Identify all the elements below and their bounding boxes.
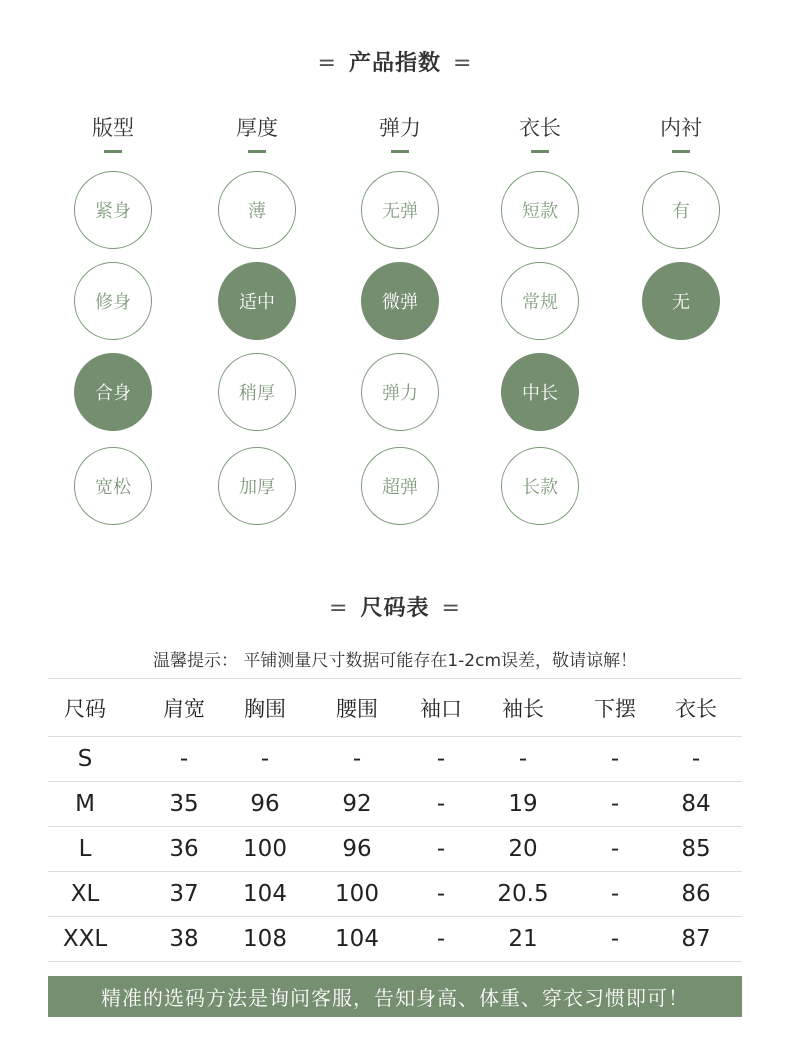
measurement-cell: - xyxy=(436,791,446,817)
size-advice-banner: 精准的选码方法是询问客服，告知身高、体重、穿衣习惯即可！ xyxy=(48,976,742,1017)
measurement-cell: 38 xyxy=(169,926,199,952)
heading-underline xyxy=(672,150,690,153)
heading-underline xyxy=(531,150,549,153)
option-circle: 薄 xyxy=(218,171,296,249)
option-circle-selected: 无 xyxy=(642,262,720,340)
option-circle-selected: 中长 xyxy=(501,353,579,431)
measurement-cell: 85 xyxy=(681,836,711,862)
column-header: 下摆 xyxy=(594,696,636,721)
measurement-cell: 19 xyxy=(508,791,538,817)
attribute-column xyxy=(43,112,183,153)
column-header: 胸围 xyxy=(244,696,286,721)
attribute-heading: 版型 xyxy=(92,116,134,140)
measurement-cell: 104 xyxy=(243,881,287,907)
measurement-cell: 20 xyxy=(508,836,538,862)
measurement-cell: 86 xyxy=(681,881,711,907)
option-circle: 修身 xyxy=(74,262,152,340)
title-decor-right: = xyxy=(453,51,473,76)
size-label-cell: XXL xyxy=(62,926,108,952)
measurement-cell: 108 xyxy=(243,926,287,952)
option-circle-selected: 适中 xyxy=(218,262,296,340)
option-circle: 超弹 xyxy=(361,447,439,525)
option-circle: 加厚 xyxy=(218,447,296,525)
option-circle: 稍厚 xyxy=(218,353,296,431)
title-decor-left: = xyxy=(317,51,337,76)
attribute-heading: 内衬 xyxy=(660,116,702,140)
measurement-cell: 87 xyxy=(681,926,711,952)
measurement-cell: - xyxy=(352,746,362,772)
option-circle: 无弹 xyxy=(361,171,439,249)
option-circle: 短款 xyxy=(501,171,579,249)
size-chart-title xyxy=(0,591,790,622)
attribute-column xyxy=(330,112,470,153)
measurement-cell: 96 xyxy=(250,791,280,817)
title-decor-left: = xyxy=(329,596,349,621)
heading-underline xyxy=(391,150,409,153)
option-circle-selected: 合身 xyxy=(74,353,152,431)
size-table xyxy=(48,678,742,962)
measurement-cell: - xyxy=(436,881,446,907)
attribute-column xyxy=(470,112,610,153)
measurement-cell: - xyxy=(179,746,189,772)
size-label-cell: XL xyxy=(70,881,100,907)
measurement-cell: - xyxy=(436,836,446,862)
table-row xyxy=(48,781,742,826)
measurement-cell: - xyxy=(610,746,620,772)
measurement-cell: - xyxy=(691,746,701,772)
table-header-row xyxy=(48,678,742,736)
measurement-cell: 100 xyxy=(243,836,287,862)
size-chart-title-text: 尺码表 xyxy=(360,596,430,621)
measurement-note: 温馨提示： 平铺测量尺寸数据可能存在1-2cm误差，敬请谅解！ xyxy=(152,651,638,671)
table-row xyxy=(48,871,742,916)
measurement-cell: 21 xyxy=(508,926,538,952)
column-header: 腰围 xyxy=(336,696,378,721)
measurement-cell: 104 xyxy=(335,926,379,952)
size-label-cell: L xyxy=(78,836,92,862)
option-circle-selected: 微弹 xyxy=(361,262,439,340)
heading-underline xyxy=(104,150,122,153)
column-header: 袖长 xyxy=(502,696,544,721)
measurement-cell: - xyxy=(436,746,446,772)
column-header: 袖口 xyxy=(420,696,462,721)
table-row xyxy=(48,736,742,781)
measurement-cell: 20.5 xyxy=(497,881,549,907)
attribute-column xyxy=(187,112,327,153)
measurement-cell: - xyxy=(610,791,620,817)
measurement-cell: - xyxy=(610,881,620,907)
product-index-title-text: 产品指数 xyxy=(348,51,441,76)
product-index-title xyxy=(0,46,790,77)
measurement-cell: - xyxy=(436,926,446,952)
column-header: 尺码 xyxy=(64,696,106,721)
attribute-heading: 厚度 xyxy=(236,116,278,140)
column-header: 肩宽 xyxy=(163,696,205,721)
measurement-cell: - xyxy=(610,926,620,952)
measurement-cell: - xyxy=(610,836,620,862)
measurement-cell: - xyxy=(260,746,270,772)
table-row xyxy=(48,916,742,962)
measurement-cell: 92 xyxy=(342,791,372,817)
heading-underline xyxy=(248,150,266,153)
attribute-heading: 弹力 xyxy=(379,116,421,140)
measurement-cell: 35 xyxy=(169,791,199,817)
title-decor-right: = xyxy=(441,596,461,621)
option-circle: 弹力 xyxy=(361,353,439,431)
size-label-cell: M xyxy=(75,791,95,817)
column-header: 衣长 xyxy=(675,696,717,721)
option-circle: 紧身 xyxy=(74,171,152,249)
measurement-cell: 96 xyxy=(342,836,372,862)
option-circle: 长款 xyxy=(501,447,579,525)
measurement-cell: 100 xyxy=(335,881,379,907)
option-circle: 常规 xyxy=(501,262,579,340)
table-row xyxy=(48,826,742,871)
attribute-heading: 衣长 xyxy=(519,116,561,140)
measurement-cell: 84 xyxy=(681,791,711,817)
option-circle: 有 xyxy=(642,171,720,249)
measurement-cell: 36 xyxy=(169,836,199,862)
size-label-cell: S xyxy=(77,746,93,772)
option-circle: 宽松 xyxy=(74,447,152,525)
attribute-column xyxy=(611,112,751,153)
measurement-cell: 37 xyxy=(169,881,199,907)
measurement-cell: - xyxy=(518,746,528,772)
